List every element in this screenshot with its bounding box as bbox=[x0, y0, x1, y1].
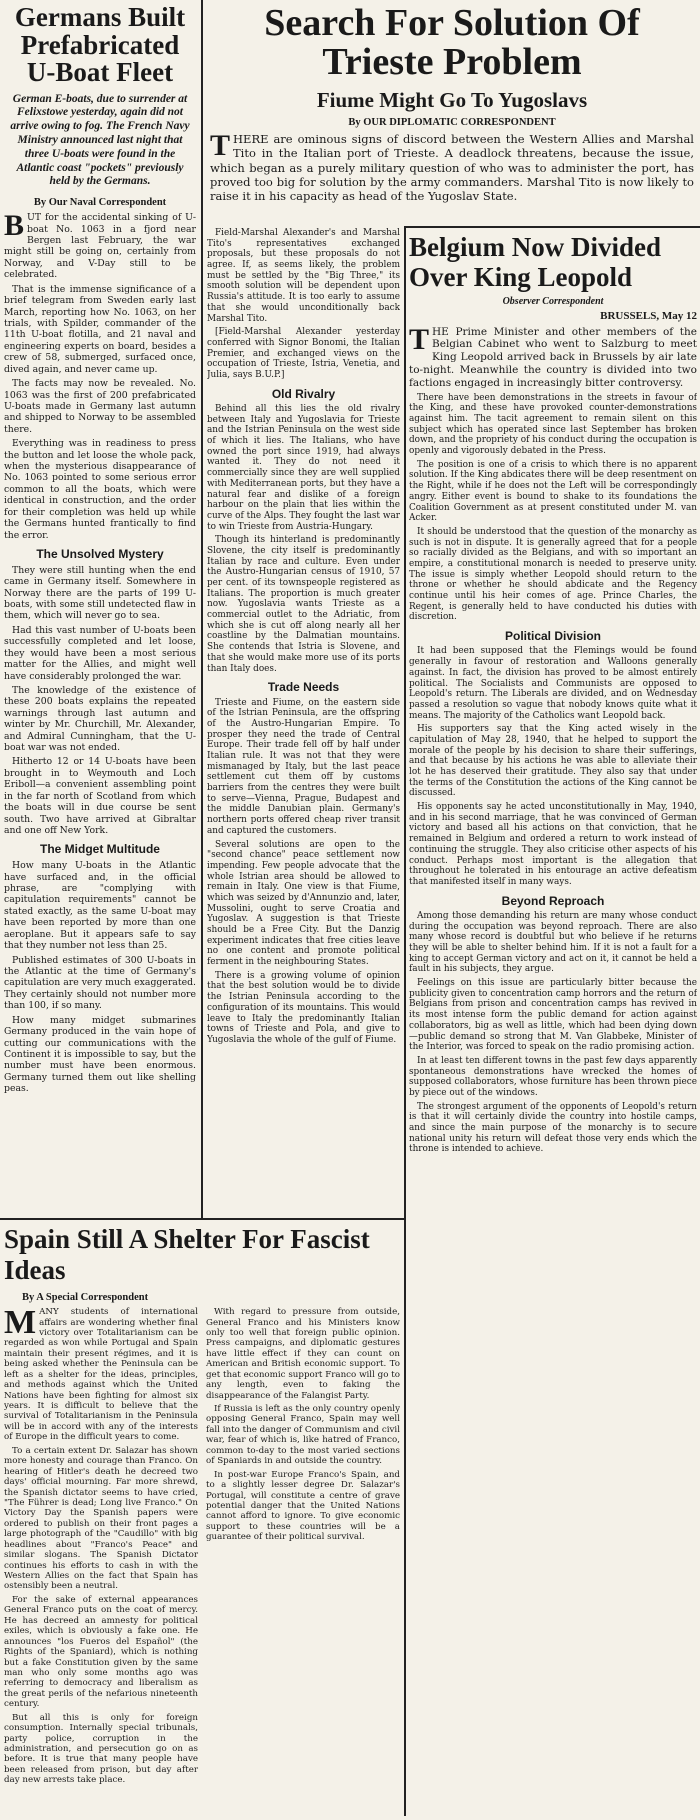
uboat-paragraph: Hitherto 12 or 14 U-boats have been brought in to Weymouth and Loch Eriboll—a convenient assembling point in the far north of Scotland from which the boats will in due course be sent south. Two have arrived at Gibraltar and one off New York. bbox=[4, 756, 196, 837]
uboat-subhead-mystery: The Unsolved Mystery bbox=[36, 546, 164, 561]
uboat-paragraph: They were still hunting when the end came in Germany itself. Somewhere in Norway there are the parts of 199 U-boats, with some still undetected flaw in them, which will never go to sea. bbox=[4, 564, 196, 622]
uboat-paragraph: Everything was in readiness to press the button and let loose the whole pack, when the mysterious disappearance of No. 1063 pointed to some serious error common to all the boats, which were identical in construction, and the order for their completion was held up while the Germans hunted frantically to find the error. bbox=[4, 438, 196, 541]
uboat-body bbox=[4, 209, 196, 1095]
belgium-lead: HE Prime Minister and other members of the Belgian Cabinet who went to Salzburg to meet King Leopold arrived back in Brussels by air late to-night. Meanwhile the country is divided into two factions engaged in increasingly bitter controversy. bbox=[409, 325, 697, 389]
spain-byline: By A Special Correspondent bbox=[22, 1292, 149, 1304]
spain-paragraph: With regard to pressure from outside, General Franco and his Ministers know only too well that foreign public opinion. Press campaigns, and diplomatic gestures have little effect if they can count on American and British economic support. To get that economic support Franco will go to any length, even to faking the disappearance of the Falangist Party. bbox=[206, 1307, 400, 1401]
uboat-headline: Germans Built Prefabricated U-Boat Fleet bbox=[14, 4, 186, 88]
belgium-byline: Observer Correspondent bbox=[502, 296, 604, 308]
belgium-subhead-political: Political Division bbox=[504, 629, 602, 644]
trieste-headline-block bbox=[206, 4, 698, 224]
trieste-lead-text: HERE are ominous signs of discord between the Western Allies and Marshal Tito in the Italian port of Trieste. A deadlock threatens, because the issue, which began as a purely military question of who was to administer the port, has proved too big for solution by the army commanders. Marshal Tito is now likely to raise it in his capacity as head of the Yugoslav State. bbox=[210, 131, 694, 204]
uboat-byline: By Our Naval Correspondent bbox=[33, 197, 167, 209]
uboat-article bbox=[4, 4, 196, 1214]
section-rule bbox=[0, 1218, 404, 1220]
belgium-paragraph: The strongest argument of the opponents of Leopold's return is that it will certainly divide the country into hostile camps, and since the main purpose of the monarchy is to secure national unity his return will defeat those very ends which the throne is intended to achieve. bbox=[409, 1101, 697, 1155]
trieste-paragraph: Behind all this lies the old rivalry between Italy and Yugoslavia for Trieste and the Istrian Peninsula on the west side of which it lies. The Italians, who have owned the port since 1919, had always wanted it. They do not need it commercially since they are well supplied with Mediterranean ports, but they have a natural fear and dislike of a foreign harbour on the plain that lies within the curve of the Alps. They fought the last war to win Trieste from Austria-Hungary. bbox=[207, 404, 400, 532]
trieste-paragraph: [Field-Marshal Alexander yesterday conferred with Signor Bonomi, the Italian Premier, and exchanged views on the occupation of Trieste, Istria, Venetia, and Julia, says B.U.P.] bbox=[207, 327, 400, 380]
belgium-article bbox=[409, 232, 697, 1816]
trieste-paragraph: Though its hinterland is predominantly Slovene, the city itself is predominantly Italian by race and culture. Even under the Austro-Hungarian census of 1910, 57 per cent. of its townspeople registered as Italians. The proportion is much greater now. Yugoslavia wants Trieste as a commercial outlet to the Adriatic, from which she is cut off along nearly all her coastline by the Dalmatian mountains. She contends that Istria is Slovene, and that she would make more use of its ports than Italy does. bbox=[207, 535, 400, 674]
spain-paragraph: But all this is only for foreign consumption. Internally special tribunals, party police, corruption in the administration, and persecution go on as before. It is true that many people have been released from prison, but day after day new arrests take place. bbox=[4, 1712, 198, 1786]
belgium-paragraph: His supporters say that the King acted wisely in the capitulation of May 28, 1940, that he helped to support the morale of the people by his decision to share their sufferings, and that because by his actions he was able to alleviate their lot he has deserved their gratitude. They also say that under the terms of the Constitution the actions of the King cannot be discussed. bbox=[409, 724, 697, 799]
belgium-paragraph: Among those demanding his return are many whose conduct during the occupation was beyond reproach. There are also many whose record is doubtful but who believe if he returns they will be able to shelter behind him. If it is not a fault for a king to accept German victory and act on it, it cannot be held a fault in his subjects, they argue. bbox=[409, 910, 697, 975]
trieste-subheadline: Fiume Might Go To Yugoslavs bbox=[316, 87, 588, 112]
belgium-subhead-reproach: Beyond Reproach bbox=[501, 893, 605, 908]
uboat-dropcap: B bbox=[4, 209, 25, 243]
column-rule bbox=[404, 228, 406, 1816]
belgium-dateline: BRUSSELS, May 12 bbox=[600, 310, 697, 323]
trieste-subhead-trade: Trade Needs bbox=[267, 680, 340, 695]
uboat-deck: German E-boats, due to surrender at Felixstowe yesterday, again did not arrive owing to fog. The French Navy Ministry announced last night that three U-boats were found in the Atlantic coast "pockets" previously held by the Germans. bbox=[10, 92, 190, 188]
trieste-lead bbox=[210, 128, 694, 204]
trieste-subhead-rivalry: Old Rivalry bbox=[271, 386, 336, 401]
spain-paragraph: To a certain extent Dr. Salazar has shown more honesty and courage than Franco. On hearing of Hitler's death he decreed two days' official mourning. Far more shrewd, the Spanish dictator seems to have cried, "The Führer is dead; Long live Franco." On Victory Day the Spanish papers were ordered to publish on their front pages a large photograph of the "Caudillo" with big headlines about "Franco's Peace" and similar slogans. The Spanish Dictator continues his efforts to cash in with the Western Allies on the fact that Spain has ostensibly been a neutral. bbox=[4, 1445, 198, 1592]
column-rule bbox=[201, 0, 203, 1218]
uboat-paragraph: Published estimates of 300 U-boats in the Atlantic at the time of Germany's capitulation are very much exaggerated. They certainly should not number more than 100, if so many. bbox=[4, 954, 196, 1012]
spain-paragraph: For the sake of external appearances General Franco puts on the coat of mercy. He has decreed an amnesty for political exiles, which is obviously a fake one. He announces "los Fueros del Español" (the Rights of the Spaniard), which is nothing but a fake Constitution given by the same man who only some months ago was referring to democracy and liberalism as the great perils of the nefarious nineteenth century. bbox=[4, 1594, 198, 1710]
section-rule bbox=[404, 226, 700, 228]
spain-lead: ANY students of international affairs are wondering whether final victory over Totalitarianism can be regarded as won while Portugal and Spain maintain their present régimes, and it is being asked whether the Peninsula can be left as a shelter for the ideas, principles, and methods against which the United Nations have been fighting for almost six years. It is difficult to believe that the survival of Totalitarianism in the Peninsula will be in accord with any of the interests of Europe in the difficult years to come. bbox=[4, 1307, 198, 1443]
trieste-byline: By OUR DIPLOMATIC CORRESPONDENT bbox=[348, 116, 556, 128]
uboat-paragraph: Had this vast number of U-boats been successfully completed and let loose, they would have been a most serious matter for the Allies, and might well have considerably prolonged the war. bbox=[4, 624, 196, 682]
trieste-paragraph: Several solutions are open to the "second chance" peace settlement now impending. Few people advocate that the whole Istrian area should be allowed to remain in Italy. One view is that Fiume, which was seized by d'Annunzio and, later, Mussolini, ought to serve Croatia and Yugoslav. A suggestion is that Trieste should be a Free City. But the Danzig experiment indicates that free cities leave no one content and promote political ferment in the neighbouring States. bbox=[207, 839, 400, 968]
spain-dropcap: M bbox=[4, 1304, 37, 1342]
spain-headline: Spain Still A Shelter For Fascist Ideas bbox=[4, 1224, 370, 1286]
trieste-dropcap: T bbox=[210, 128, 231, 162]
uboat-paragraph: UT for the accidental sinking of U-boat No. 1063 in a fjord near Bergen last February, the war might still be going on, certainly from Norway, and V-Day still to be celebrated. bbox=[4, 212, 196, 281]
belgium-paragraph: Feelings on this issue are particularly bitter because the publicity given to concentration camp horrors and the return of Belgians from prison and concentration camps has revived in its most intense form the public demand for action against collaborators, big as well as little, which had been dying down—public demand so strong that M. Van Glabbeke, Minister of the Interior, was forced to speak on the radio promising action. bbox=[409, 978, 697, 1053]
trieste-paragraph: Trieste and Fiume, on the eastern side of the Istrian Peninsula, are the offspring of the Austro-Hungarian Empire. To prosper they need the trade of Central Europe. Their trade fell off by half under Italian rule. It was not that they were mismanaged by Italy, but the last peace settlement cut them off by customs barriers from the centres they were built to serve—Vienna, Prague, Budapest and the middle Danubian plain. Germany's northern ports offered cheap river transit and captured the customers. bbox=[207, 697, 400, 836]
trieste-paragraph: There is a growing volume of opinion that the best solution would be to divide the Istrian Peninsula according to the configuration of its mountains. This would leave to Italy the predominantly Italian towns of Trieste and Pola, and give to Yugoslavia the whole of the gulf of Fiume. bbox=[207, 970, 400, 1045]
uboat-subhead-midget: The Midget Multitude bbox=[40, 842, 160, 857]
belgium-paragraph: It had been supposed that the Flemings would be found generally in favour of restoration and Walloons generally against. In fact, the division has proved to be almost entirely political. The Socialists and Communists are opposed to Leopold's return. The Liberals are divided, and on Wednesday passed a resolution so vague that nobody knows quite what it means. The majority of the Catholics want Leopold back. bbox=[409, 646, 697, 721]
uboat-paragraph: The facts may now be revealed. No. 1063 was the first of 200 prefabricated U-boats made in Germany last autumn and shipped to Norway to be assembled there. bbox=[4, 378, 196, 435]
uboat-paragraph: The knowledge of the existence of these 200 boats explains the repeated warnings through last autumn and winter by Mr. Churchill, Mr. Alexander, and Admiral Cunningham, that the U-boat war was not ended. bbox=[4, 684, 196, 754]
belgium-paragraph: The position is one of a crisis to which there is no apparent solution. If the King abdicates there will be deep resentment on the Right, while if he does not the Left will be correspondingly angry. Either event is bound to shake to its foundations the Coalition Government as at present constituted under M. van Acker. bbox=[409, 459, 697, 524]
belgium-paragraph: In at least ten different towns in the past few days apparently spontaneous demonstrations have wrecked the homes of supposed collaborators, whose furniture has been thrown piece by piece out of the windows. bbox=[409, 1055, 697, 1098]
belgium-paragraph: There have been demonstrations in the streets in favour of the King, and these have provoked counter-demonstrations against him. The tacit agreement to remain silent on this subject which has operated since last September has broken down, and the propriety of his conduct during the occupation is openly and vigorously debated in the Press. bbox=[409, 392, 697, 457]
uboat-paragraph: How many midget submarines Germany produced in the vain hope of cutting our communications with the Continent it is impossible to say, but the number must have been enormous. Germany turned them out like shelling peas. bbox=[4, 1014, 196, 1095]
trieste-body bbox=[207, 228, 400, 1214]
spain-paragraph: If Russia is left as the only country openly opposing General Franco, Spain may well fall into the danger of Communism and civil war, fear of which is, like hatred of Franco, common to-day to the most varied sections of Spaniards in and outside the country. bbox=[206, 1404, 400, 1467]
trieste-headline: Search For Solution Of Trieste Problem bbox=[264, 4, 640, 83]
belgium-paragraph: His opponents say he acted unconstitutionally in May, 1940, and in his second marriage, that he was convinced of German victory and based all his actions on that conviction, that he remained in Belgium and ordered a return to work instead of continuing the struggle. They also criticise other aspects of his conduct. Perhaps most important is the allegation that throughout he tolerated in his entourage an active defeatism that manifested itself in many ways. bbox=[409, 802, 697, 887]
uboat-paragraph: How many U-boats in the Atlantic have surfaced and, in the official phrase, are "complying with capitulation requirements" cannot be stated exactly, as the same U-boat may have been reported by more than one aeroplane. But it appears safe to say that they number not less than 25. bbox=[4, 860, 196, 952]
trieste-paragraph: Field-Marshal Alexander's and Marshal Tito's representatives exchanged proposals, but these proposals do not agree. If, as seems likely, the problem must be settled by the "Big Three," its smooth solution will be dependent upon Russia's attitude. It is too early to assume that she would unconditionally back Marshal Tito. bbox=[207, 228, 400, 324]
belgium-dropcap: T bbox=[409, 322, 430, 356]
uboat-paragraph: That is the immense significance of a brief telegram from Sweden early last March, reporting how No. 1063, on her trials, with Spilder, commander of the 11th U-boat flotilla, and 21 naval and engineering experts on board, besides a crew of 58, submerged, surfaced once, dived again, and never came up. bbox=[4, 283, 196, 375]
spain-body bbox=[4, 1304, 400, 1793]
belgium-headline: Belgium Now Divided Over King Leopold bbox=[409, 232, 662, 293]
spain-article bbox=[4, 1224, 400, 1816]
belgium-paragraph: It should be understood that the question of the monarchy as such is not in dispute. It is generally agreed that for a people so racially divided as the Belgians, and with so important an empire, a constitutional monarch is needed to preserve unity. The issue is simply whether Leopold should return to the throne or whether he should abdicate and the Regency continue until his heir comes of age. Prince Charles, the Regent, is generally held to have conducted his duties with discretion. bbox=[409, 526, 697, 623]
spain-paragraph: In post-war Europe Franco's Spain, and to a slightly lesser degree Dr. Salazar's Portugal, will constitute a centre of grave potential danger that the United Nations cannot afford to ignore. To give economic support to these countries will be a guarantee of their political survival. bbox=[206, 1469, 400, 1543]
